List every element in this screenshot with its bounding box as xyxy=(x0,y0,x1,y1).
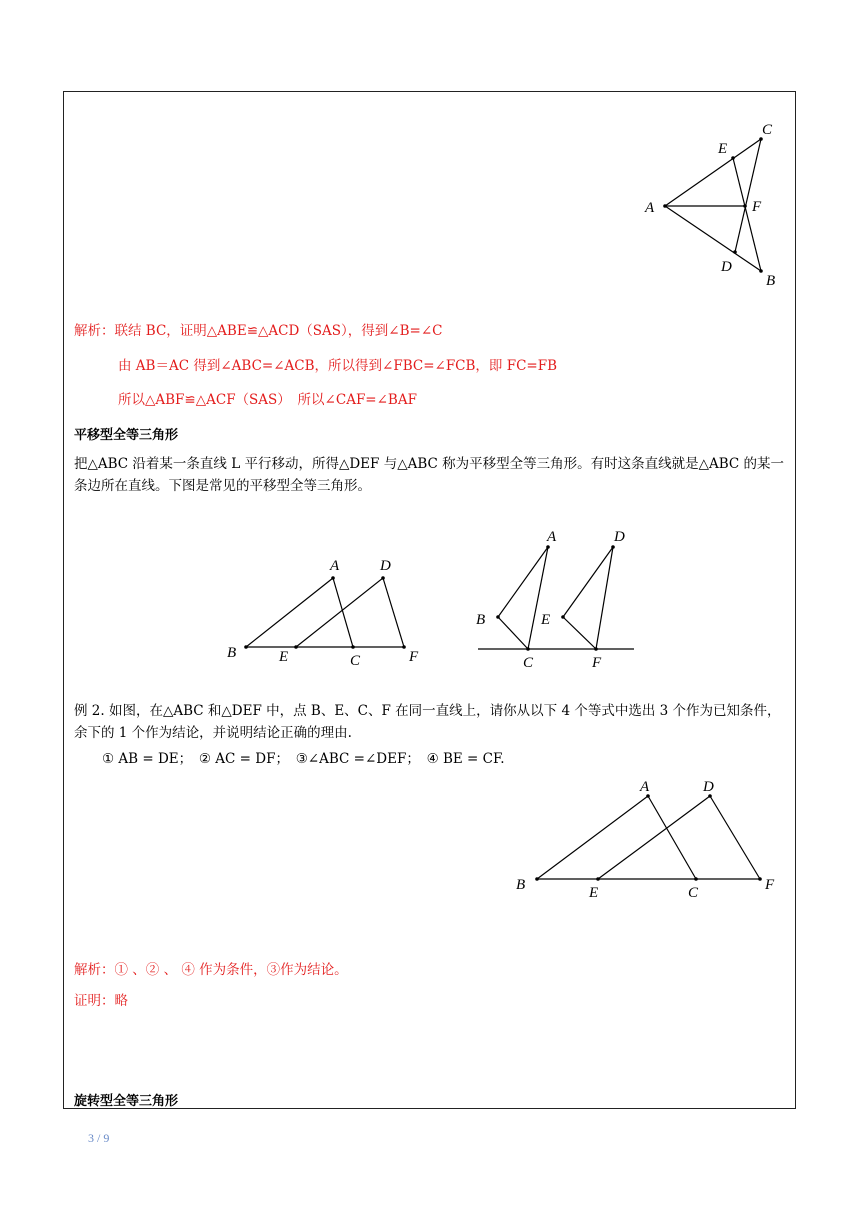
label-D: D xyxy=(721,259,732,275)
label-F: F xyxy=(752,199,762,215)
label-A: A xyxy=(547,529,557,545)
analysis2-line2: 证明：略 xyxy=(74,993,128,1009)
analysis1-line1: 解析：联结 BC，证明△ABE≌△ACD（SAS），得到∠B=∠C xyxy=(74,323,443,339)
label-C: C xyxy=(688,885,699,901)
label-E: E xyxy=(718,141,728,157)
label-A: A xyxy=(645,200,655,216)
figure-translation-1 xyxy=(220,555,430,670)
label-F: F xyxy=(592,655,602,671)
label-A: A xyxy=(330,558,340,574)
analysis1-line3: 所以△ABF≌△ACF（SAS） 所以∠CAF=∠BAF xyxy=(118,392,417,408)
label-C: C xyxy=(762,122,773,138)
label-B: B xyxy=(516,877,526,893)
label-E: E xyxy=(279,649,289,665)
label-B: B xyxy=(766,273,776,289)
label-F: F xyxy=(409,649,419,665)
label-C: C xyxy=(350,653,361,669)
label-A: A xyxy=(640,779,650,795)
section-title-translation: 平移型全等三角形 xyxy=(74,428,179,443)
figure-translation-2 xyxy=(470,525,640,673)
label-D: D xyxy=(703,779,714,795)
figure-kite-abc xyxy=(640,118,790,293)
analysis2-line1: 解析：① 、② 、 ④ 作为条件，③作为结论。 xyxy=(74,962,348,978)
section-translation-text: 把△ABC 沿着某一条直线 L 平行移动，所得△DEF 与△ABC 称为平移型全等三角形。有时这条直线就是△ABC 的某一条边所在直线。下图是常见的平移型全等三角形。 xyxy=(74,456,785,494)
label-F: F xyxy=(765,877,775,893)
label-E: E xyxy=(589,885,599,901)
label-B: B xyxy=(476,612,486,628)
figure-example2 xyxy=(510,770,785,905)
analysis1-line2: 由 AB＝AC 得到∠ABC=∠ACB，所以得到∠FBC=∠FCB，即 FC=FB xyxy=(118,358,558,374)
label-D: D xyxy=(614,529,625,545)
label-B: B xyxy=(227,645,237,661)
page-number: 3 / 9 xyxy=(88,1131,110,1145)
label-C: C xyxy=(523,655,534,671)
example2-conditions: ① AB = DE； ② AC = DF； ③∠ABC =∠DEF； ④ BE = CF. xyxy=(102,751,505,767)
example2-text: 例 2. 如图，在△ABC 和△DEF 中，点 B、E、C、F 在同一直线上，请你从以下 4 个等式中选出 3 个作为已知条件，余下的 1 个作为结论，并说明结论正确的理由. xyxy=(74,703,781,741)
label-E: E xyxy=(541,612,551,628)
label-D: D xyxy=(380,558,391,574)
section-title-rotation: 旋转型全等三角形 xyxy=(74,1094,179,1109)
